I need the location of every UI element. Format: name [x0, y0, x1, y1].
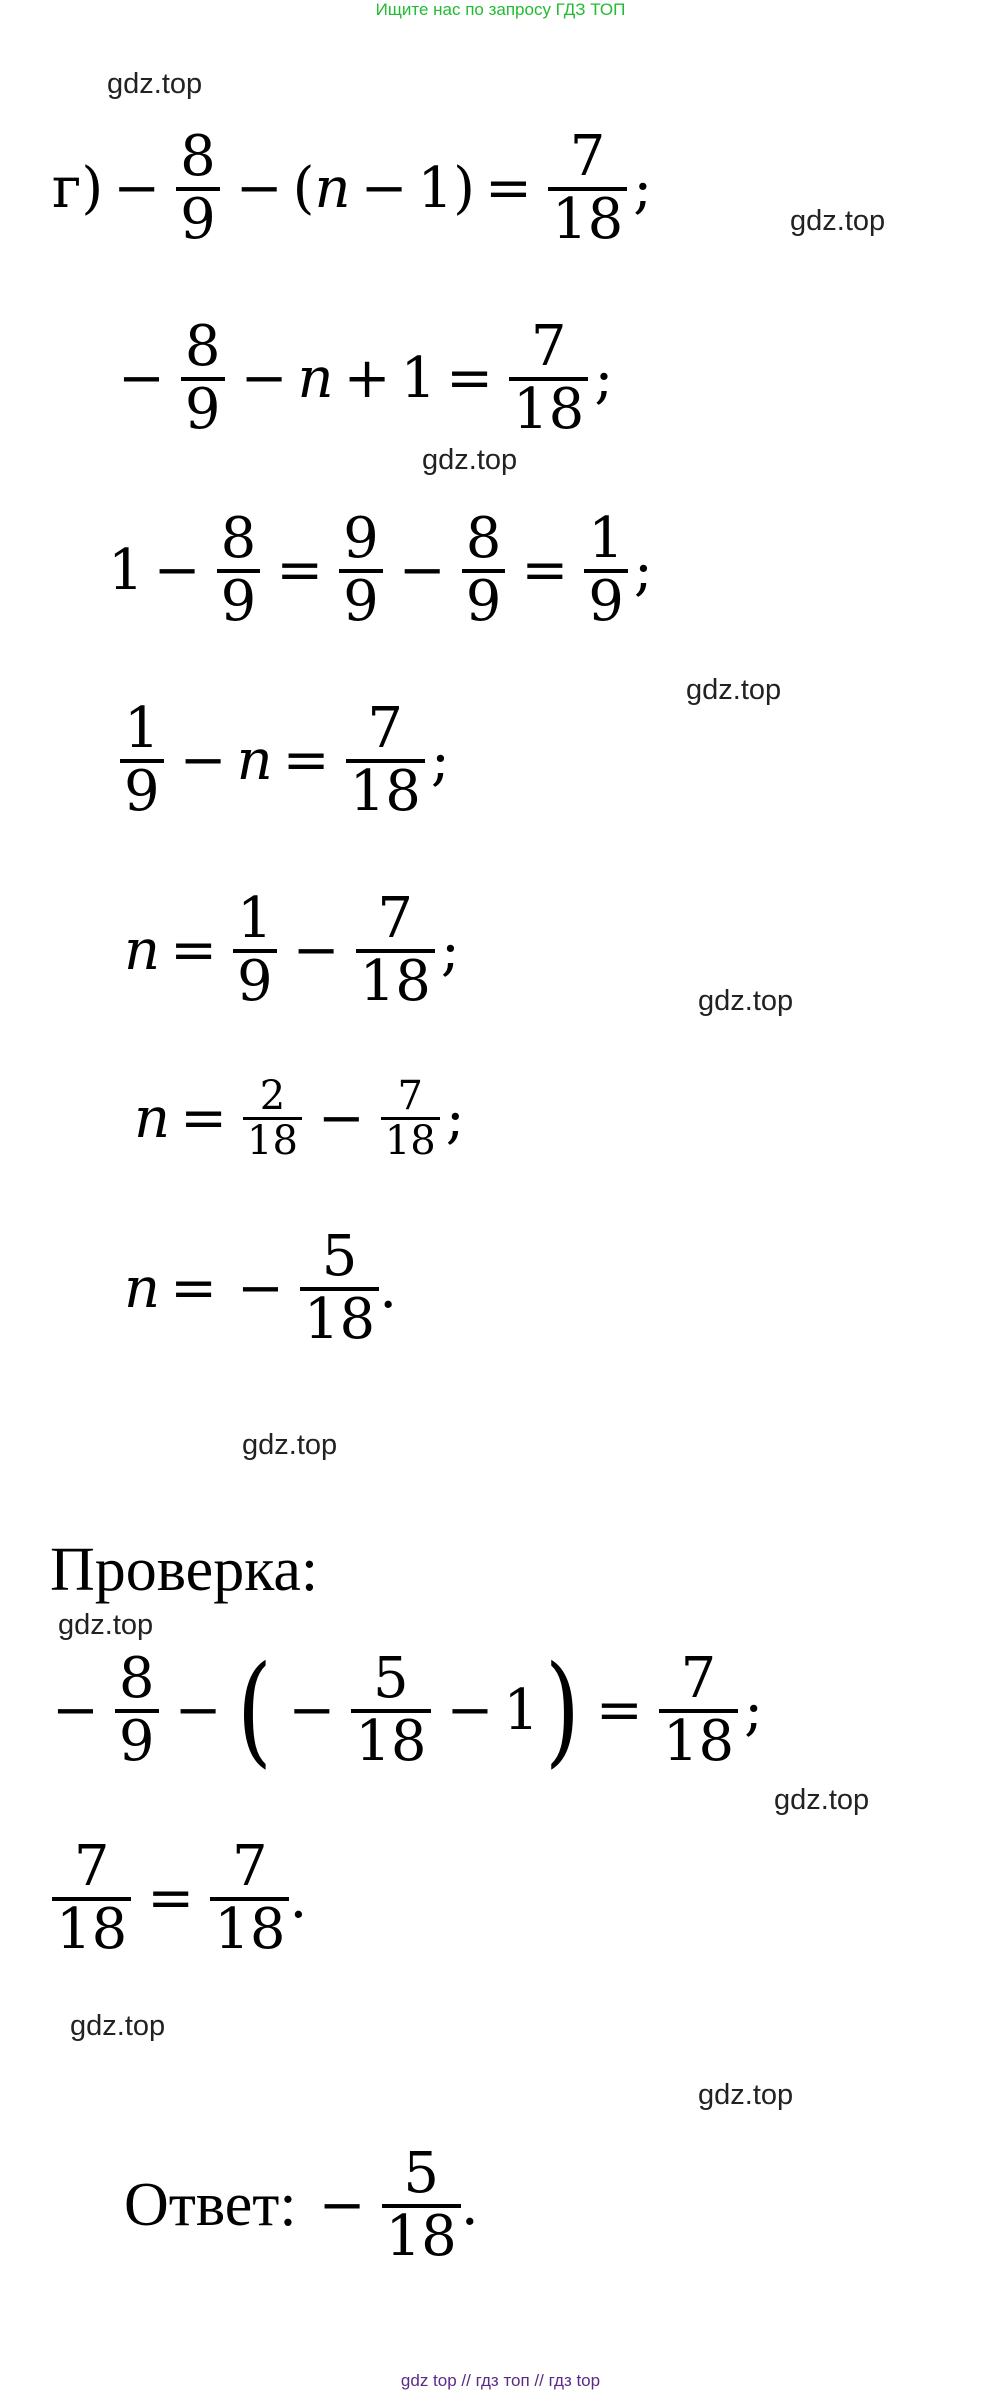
fraction: $\frac{8}{9}$: [176, 128, 220, 250]
header-note: Ищите нас по запросу ГДЗ ТОП: [375, 0, 626, 19]
equation-line-4: $\frac{1}{9}$ − n = $\frac{7}{18}$ ;: [114, 700, 450, 822]
equation-line-6: n = $\frac{2}{18}$ − $\frac{7}{18}$ ;: [134, 1073, 465, 1164]
fraction: $\frac{5}{18}$: [382, 2145, 461, 2267]
fraction: $\frac{7}{18}$: [52, 1838, 131, 1960]
check-line-1: − $\frac{8}{9}$ − ( − $\frac{5}{18}$ − 1 ) = $\frac{7}{18}$ ;: [52, 1640, 763, 1780]
problem-label: г): [52, 156, 104, 222]
check-heading: Проверка:: [50, 1536, 319, 1604]
fraction: $\frac{7}{18}$: [509, 318, 588, 440]
watermark: gdz.top: [698, 985, 794, 1017]
fraction: $\frac{7}{18}$: [548, 128, 627, 250]
watermark: gdz.top: [107, 68, 203, 100]
equation-line-3: 1 − $\frac{8}{9}$ = $\frac{9}{9}$ − $\frac{8}{9}$ = $\frac{1}{9}$ ;: [108, 506, 653, 634]
watermark: gdz.top: [70, 2010, 166, 2042]
fraction: $\frac{8}{9}$: [115, 1650, 159, 1772]
watermark: gdz.top: [242, 1429, 338, 1461]
watermark: gdz.top: [698, 2079, 794, 2111]
fraction: $\frac{9}{9}$: [339, 510, 383, 632]
watermark: gdz.top: [422, 444, 518, 476]
fraction: $\frac{7}{18}$: [210, 1838, 289, 1960]
fraction: $\frac{5}{18}$: [300, 1228, 379, 1350]
fraction: $\frac{8}{9}$: [217, 510, 261, 632]
fraction: $\frac{1}{9}$: [120, 700, 164, 822]
fraction: $\frac{7}{18}$: [381, 1075, 440, 1162]
answer-label: Ответ:: [124, 2171, 297, 2240]
fraction: $\frac{8}{9}$: [181, 318, 225, 440]
fraction: $\frac{7}{18}$: [346, 700, 425, 822]
watermark: gdz.top: [774, 1784, 870, 1816]
equation-line-2: − $\frac{8}{9}$ − n + 1 = $\frac{7}{18}$ ;: [118, 314, 614, 442]
fraction: $\frac{7}{18}$: [356, 890, 435, 1012]
fraction: $\frac{1}{9}$: [233, 890, 277, 1012]
fraction: $\frac{5}{18}$: [351, 1650, 430, 1772]
fraction: $\frac{8}{9}$: [462, 510, 506, 632]
equation-line-5: n = $\frac{1}{9}$ − $\frac{7}{18}$ ;: [124, 886, 460, 1014]
equation-line-1: г) − $\frac{8}{9}$ − ( n − 1 ) = $\frac{7}{18}$ ;: [52, 124, 653, 252]
fraction: $\frac{1}{9}$: [584, 510, 628, 632]
check-line-2: $\frac{7}{18}$ = $\frac{7}{18}$ .: [46, 1838, 307, 1960]
watermark: gdz.top: [790, 205, 886, 237]
watermark: gdz.top: [58, 1609, 154, 1641]
footer-links: gdz top // гдз топ // гдз top: [400, 2371, 601, 2390]
answer-line: Ответ: − $\frac{5}{18}$ .: [124, 2141, 479, 2269]
watermark: gdz.top: [686, 674, 782, 706]
equation-line-7: n = − $\frac{5}{18}$ .: [124, 1224, 397, 1352]
fraction: $\frac{7}{18}$: [659, 1650, 738, 1772]
fraction: $\frac{2}{18}$: [243, 1075, 302, 1162]
